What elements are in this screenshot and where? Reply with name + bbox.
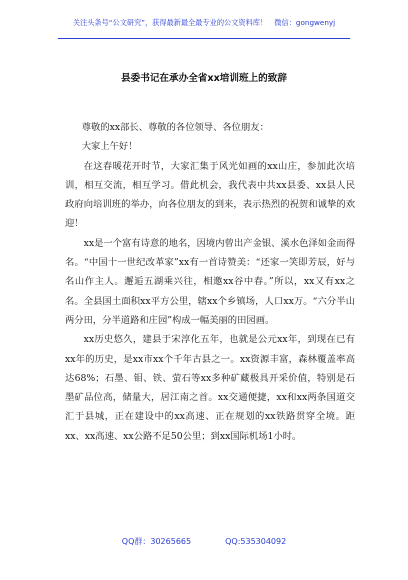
body-paragraph: xx是一个富有诗意的地名，因境内曾出产金银、溪水色泽如金而得名。“中国十一世纪改革家”xx有一首诗赞美：“还家一笑即芳辰，好与名山作主人。邂逅五湖乘兴往，相邀xx谷中春。”所以，xx又有xx之名。全县国土面积xx平方公里，辖xx个乡镇场，人口xx万。“六分半山两分田，分半道路和庄园”构成一幅美丽的田园画。 — [65, 237, 355, 326]
document-body — [65, 118, 355, 446]
greeting: 大家上午好！ — [81, 141, 138, 153]
body-paragraph: xx历史悠久，建县于宋淳化五年，也就是公元xx年，到现在已有xx年的历史，是xx市xx个千年古县之一。xx资源丰富，森林覆盖率高达68%；石墨、钼、铁、萤石等xx多种矿藏极具开采价值，特别是石墨矿品位高，储量大，居江南之首。xx交通便捷，xx和xx两条国道交汇于县城，正在建设中的xx高速、正在规划的xx铁路贯穿全境。距xx、xx高速、xx公路不足50公里；到xx国际机场1小时。 — [65, 334, 355, 442]
page-footer — [0, 536, 408, 547]
footer-qq: QQ:535304092 — [225, 537, 287, 546]
header-divider — [58, 38, 350, 39]
page-header-banner: 关注头条号“公文研究”，获得最新最全最专业的公文资料库！ 微信：gongwenyj — [72, 18, 336, 27]
footer-qq-group: QQ群：30265665 — [121, 537, 192, 546]
body-paragraph: 在这春暖花开时节，大家汇集于风光如画的xx山庄，参加此次培训，相互交流，相互学习。借此机会，我代表中共xx县委、xx县人民政府向培训班的举办，向各位朋友的到来，表示热烈的祝贺和诚挚的欢迎！ — [65, 160, 355, 230]
document-title: 县委书记在承办全省xx培训班上的致辞 — [121, 73, 287, 84]
salutation: 尊敬的xx部长、尊敬的各位领导、各位朋友： — [81, 122, 269, 133]
